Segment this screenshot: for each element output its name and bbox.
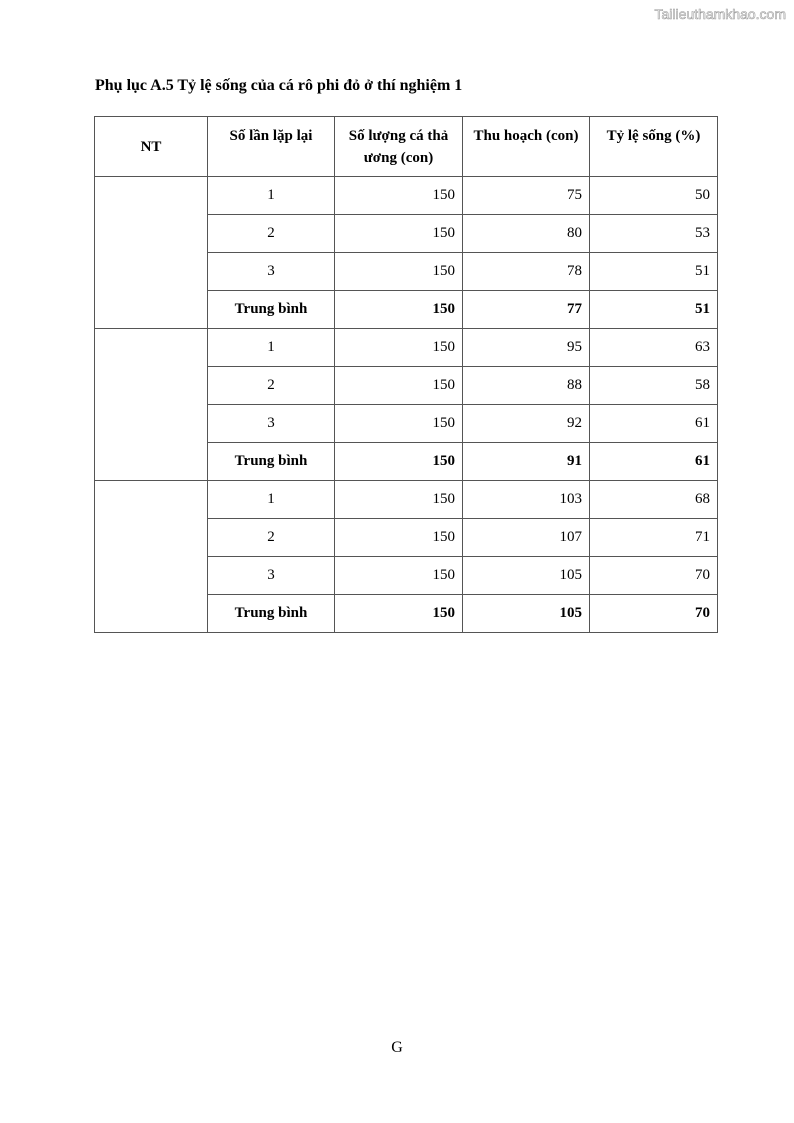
survival-cell: 53 xyxy=(590,215,718,253)
watermark: Tailieuthamkhao.com xyxy=(654,6,786,22)
page-title: Phụ lục A.5 Tỷ lệ sống của cá rô phi đỏ ở thí nghiệm 1 xyxy=(95,77,463,94)
stocked-cell: 150 xyxy=(335,215,463,253)
survival-cell: 51 xyxy=(590,253,718,291)
average-harvest-cell: 91 xyxy=(463,443,590,481)
harvest-cell: 107 xyxy=(463,519,590,557)
survival-cell: 68 xyxy=(590,481,718,519)
harvest-cell: 103 xyxy=(463,481,590,519)
table-header-row xyxy=(95,117,718,177)
average-stocked-cell: 150 xyxy=(335,291,463,329)
replicate-cell: 1 xyxy=(208,177,335,215)
survival-cell: 70 xyxy=(590,557,718,595)
column-header-stocked: Số lượng cá thả ương (con) xyxy=(335,117,463,177)
nt-group-cell xyxy=(95,481,208,633)
nt-group-cell xyxy=(95,177,208,329)
survival-cell: 61 xyxy=(590,405,718,443)
replicate-cell: 3 xyxy=(208,405,335,443)
stocked-cell: 150 xyxy=(335,253,463,291)
replicate-cell: 1 xyxy=(208,329,335,367)
stocked-cell: 150 xyxy=(335,519,463,557)
harvest-cell: 75 xyxy=(463,177,590,215)
harvest-cell: 105 xyxy=(463,557,590,595)
average-survival-cell: 70 xyxy=(590,595,718,633)
harvest-cell: 88 xyxy=(463,367,590,405)
average-label-cell: Trung bình xyxy=(208,595,335,633)
survival-cell: 63 xyxy=(590,329,718,367)
stocked-cell: 150 xyxy=(335,367,463,405)
stocked-cell: 150 xyxy=(335,557,463,595)
stocked-cell: 150 xyxy=(335,405,463,443)
replicate-cell: 2 xyxy=(208,215,335,253)
replicate-cell: 3 xyxy=(208,557,335,595)
harvest-cell: 95 xyxy=(463,329,590,367)
table-row xyxy=(95,329,718,367)
harvest-cell: 80 xyxy=(463,215,590,253)
table-row xyxy=(95,481,718,519)
average-harvest-cell: 77 xyxy=(463,291,590,329)
average-survival-cell: 61 xyxy=(590,443,718,481)
survival-cell: 71 xyxy=(590,519,718,557)
average-label-cell: Trung bình xyxy=(208,443,335,481)
replicate-cell: 1 xyxy=(208,481,335,519)
average-survival-cell: 51 xyxy=(590,291,718,329)
survival-cell: 50 xyxy=(590,177,718,215)
harvest-cell: 78 xyxy=(463,253,590,291)
average-stocked-cell: 150 xyxy=(335,595,463,633)
survival-cell: 58 xyxy=(590,367,718,405)
column-header-nt: NT xyxy=(95,117,208,177)
average-label-cell: Trung bình xyxy=(208,291,335,329)
stocked-cell: 150 xyxy=(335,329,463,367)
table-body xyxy=(95,177,718,633)
replicate-cell: 2 xyxy=(208,367,335,405)
nt-group-cell xyxy=(95,329,208,481)
column-header-replicate: Số lần lặp lại xyxy=(208,117,335,177)
replicate-cell: 3 xyxy=(208,253,335,291)
survival-rate-table xyxy=(94,116,718,633)
page-number: G xyxy=(391,1039,403,1056)
average-stocked-cell: 150 xyxy=(335,443,463,481)
replicate-cell: 2 xyxy=(208,519,335,557)
stocked-cell: 150 xyxy=(335,481,463,519)
table-row xyxy=(95,177,718,215)
column-header-survival: Tỷ lệ sống (%) xyxy=(590,117,718,177)
column-header-harvest: Thu hoạch (con) xyxy=(463,117,590,177)
harvest-cell: 92 xyxy=(463,405,590,443)
stocked-cell: 150 xyxy=(335,177,463,215)
average-harvest-cell: 105 xyxy=(463,595,590,633)
